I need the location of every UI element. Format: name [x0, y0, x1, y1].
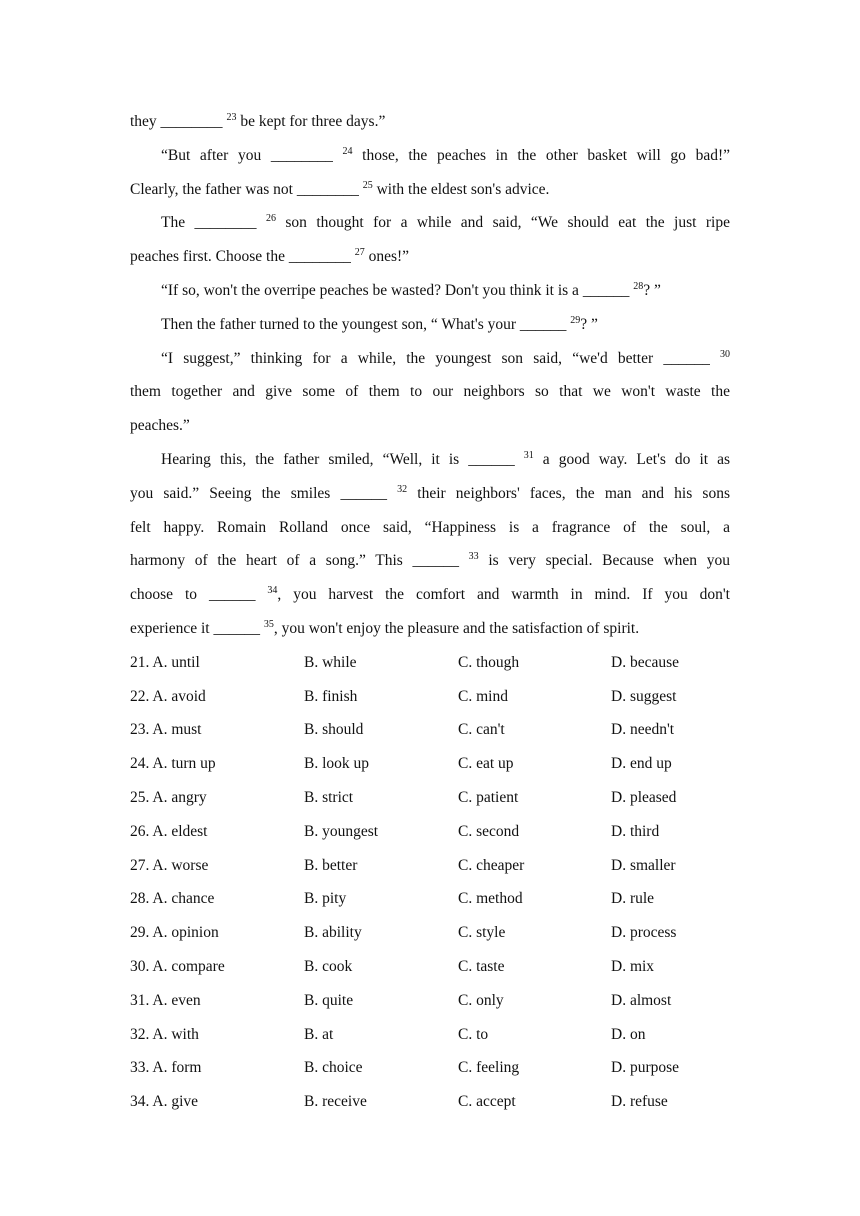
question-row	[130, 916, 730, 950]
option-c: C. method	[458, 890, 523, 908]
option-d: D. pleased	[611, 788, 677, 806]
question-row	[130, 646, 730, 680]
question-row	[130, 984, 730, 1018]
passage-line: choose to ______ $^{34}$, you harvest the comfort and warmth in mind. If you don't	[130, 585, 730, 604]
option-c: C. mind	[458, 687, 508, 705]
question-row	[130, 950, 730, 984]
option-a: 23. A. must	[130, 721, 202, 739]
passage-line: harmony of the heart of a song.” This ______ $^{33}$ is very special. Because when you	[130, 551, 730, 570]
passage-line: they ________ $^{23}$ be kept for three days.”	[130, 112, 386, 130]
option-a: 28. A. chance	[130, 890, 215, 908]
option-c: C. second	[458, 822, 520, 840]
option-a: 32. A. with	[130, 1025, 199, 1043]
option-d: D. purpose	[611, 1059, 680, 1077]
option-b: B. better	[304, 856, 358, 874]
question-row	[130, 713, 730, 747]
passage-line: experience it ______ $^{35}$, you won't enjoy the pleasure and the satisfaction of spirit.	[130, 618, 640, 637]
question-row	[130, 882, 730, 916]
option-c: C. only	[458, 991, 504, 1009]
passage-line: “I suggest,” thinking for a while, the youngest son said, “we'd better ______ $^{30}$	[161, 348, 730, 367]
option-b: B. strict	[304, 788, 354, 806]
option-c: C. cheaper	[458, 856, 525, 874]
option-b: B. choice	[304, 1059, 363, 1077]
document-page	[130, 105, 730, 1119]
option-c: C. taste	[458, 957, 505, 975]
question-row	[130, 1051, 730, 1085]
question-row	[130, 680, 730, 714]
passage-line: The ________ $^{26}$ son thought for a while and said, “We should eat the just ripe	[161, 213, 730, 232]
option-c: C. though	[458, 653, 520, 671]
option-a: 30. A. compare	[130, 957, 225, 975]
passage-line: Hearing this, the father smiled, “Well, it is ______ $^{31}$ a good way. Let's do it as	[161, 449, 730, 468]
option-c: C. style	[458, 924, 506, 942]
option-b: B. finish	[304, 687, 358, 705]
passage-line: felt happy. Romain Rolland once said, “Happiness is a fragrance of the soul, a	[130, 518, 730, 536]
passage-line: “But after you ________ $^{24}$ those, the peaches in the other basket will go bad!”	[161, 145, 730, 164]
option-d: D. refuse	[611, 1093, 668, 1111]
option-a: 21. A. until	[130, 653, 200, 671]
option-d: D. end up	[611, 755, 672, 773]
option-b: B. pity	[304, 890, 347, 908]
option-d: D. process	[611, 924, 677, 942]
passage-line: “If so, won't the overripe peaches be wasted? Don't you think it is a ______ $^{28}$? ”	[161, 280, 661, 299]
passage-line: peaches first. Choose the ________ $^{27}$ ones!”	[130, 247, 410, 266]
option-d: D. because	[611, 653, 679, 671]
passage-line: peaches.”	[130, 417, 190, 435]
option-c: C. to	[458, 1025, 489, 1043]
question-row	[130, 849, 730, 883]
question-row	[130, 781, 730, 815]
option-b: B. look up	[304, 755, 370, 773]
question-options	[130, 646, 730, 1119]
question-row	[130, 1085, 730, 1119]
option-d: D. third	[611, 822, 660, 840]
option-b: B. receive	[304, 1093, 367, 1111]
passage-line: them together and give some of them to our neighbors so that we won't waste the	[130, 383, 730, 401]
option-c: C. feeling	[458, 1059, 520, 1077]
option-c: C. eat up	[458, 755, 514, 773]
option-b: B. at	[304, 1025, 334, 1043]
option-a: 25. A. angry	[130, 788, 207, 806]
option-d: D. suggest	[611, 687, 677, 705]
option-a: 26. A. eldest	[130, 822, 208, 840]
passage-line: Then the father turned to the youngest son, “ What's your ______ $^{29}$? ”	[161, 314, 598, 333]
option-d: D. smaller	[611, 856, 676, 874]
option-b: B. quite	[304, 991, 354, 1009]
option-a: 34. A. give	[130, 1093, 199, 1111]
option-b: B. cook	[304, 957, 353, 975]
option-a: 22. A. avoid	[130, 687, 206, 705]
option-b: B. ability	[304, 924, 362, 942]
question-row	[130, 1018, 730, 1052]
passage	[130, 105, 730, 646]
option-b: B. should	[304, 721, 364, 739]
option-d: D. needn't	[611, 721, 675, 739]
option-a: 29. A. opinion	[130, 924, 219, 942]
passage-line: Clearly, the father was not ________ $^{25}$ with the eldest son's advice.	[130, 179, 550, 198]
option-a: 31. A. even	[130, 991, 201, 1009]
passage-line: you said.” Seeing the smiles ______ $^{32}$ their neighbors' faces, the man and his sons	[130, 483, 730, 502]
question-row	[130, 815, 730, 849]
option-c: C. patient	[458, 788, 519, 806]
option-d: D. mix	[611, 957, 655, 975]
option-a: 27. A. worse	[130, 856, 209, 874]
option-a: 24. A. turn up	[130, 755, 216, 773]
option-d: D. almost	[611, 991, 672, 1009]
option-b: B. youngest	[304, 822, 379, 840]
question-row	[130, 747, 730, 781]
option-a: 33. A. form	[130, 1059, 202, 1077]
option-d: D. on	[611, 1025, 646, 1043]
option-d: D. rule	[611, 890, 655, 908]
option-c: C. accept	[458, 1093, 516, 1111]
option-b: B. while	[304, 653, 357, 671]
option-c: C. can't	[458, 721, 505, 739]
